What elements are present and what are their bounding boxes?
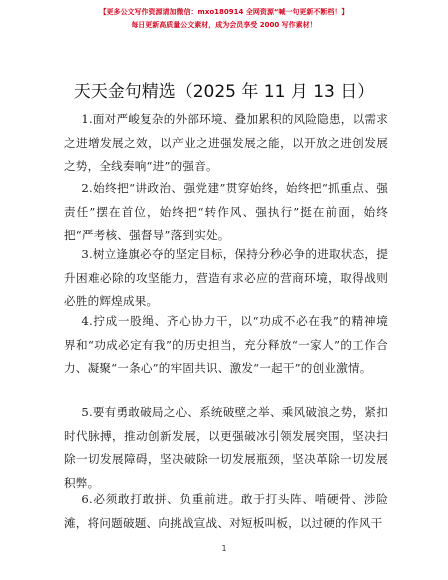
- paragraph-4: 4.拧成一股绳、齐心协力干，以“功成不必在我”的精神境界和“功成必定有我”的历史担当，充分释放“一家人”的工作合力、凝聚“一条心”的牢固共识、激发“一起干”的创业激情。: [64, 314, 388, 375]
- paragraph-2: 2.始终把“讲政治、强党建”贯穿始终，始终把“抓重点、强责任”摆在首位，始终把“转作风、强执行”挺在前面，始终把“严考核、强督导”落到实处。: [64, 181, 388, 242]
- paragraph-5: 5.要有勇敢破局之心、系统破壁之举、乘风破浪之势，紧扣时代脉搏，推动创新发展，以更强破冰引领发展突围，坚决扫除一切发展障碍，坚决破除一切发展瓶颈，坚决革除一切发展积弊。: [64, 405, 388, 490]
- paragraph-3: 3.树立逢旗必夺的坚定目标，保持分秒必争的进取状态，提升困难必除的攻坚能力，营造有求必应的营商环境，取得战则必胜的辉煌成果。: [64, 247, 388, 308]
- promo-banner-line-2: 每日更新高质量公文素材，成为会员享受 2000 写作素材！: [131, 21, 317, 29]
- document-title: 天天金句精选（2025 年 11 月 13 日）: [73, 82, 375, 102]
- page-number: 1: [221, 544, 227, 553]
- paragraph-1: 1.面对严峻复杂的外部环境、叠加累积的风险隐患，以需求之进增发展之效，以产业之进强发展之能，以开放之进创发展之势，全线奏响“进”的强音。: [64, 112, 388, 173]
- paragraph-6: 6.必须敢打敢拼、负重前进。敢于打头阵、啃硬骨、涉险滩，将问题破题、向挑战宣战、对短板叫板，以过硬的作风干: [64, 492, 388, 530]
- promo-banner-line-1: 【更多公文写作资源请加微信：mxo180914 全网资源“喊一句更新不断档！】: [99, 8, 349, 16]
- promo-banner: [0, 6, 448, 32]
